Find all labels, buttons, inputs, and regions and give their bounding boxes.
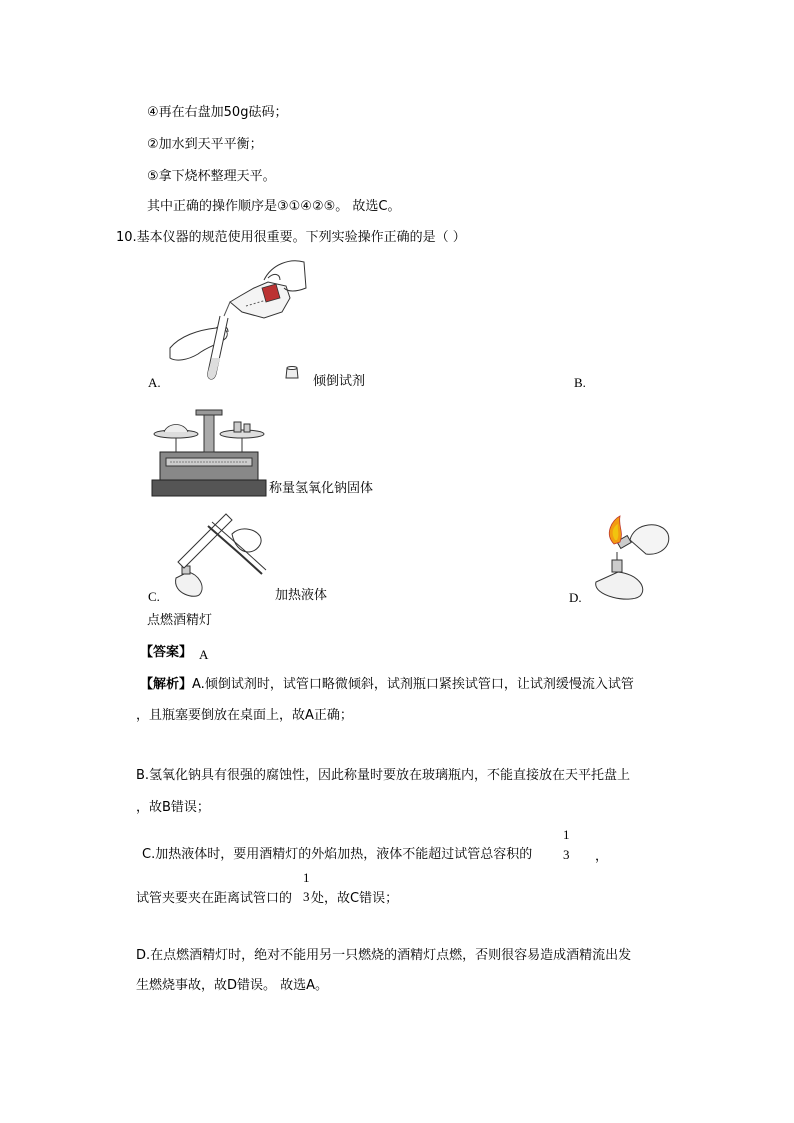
analysis-a-text1: A.倾倒试剂时，试管口略微倾斜，试剂瓶口紧挨试管口，让试剂缓慢流入试管	[192, 677, 634, 692]
heating-test-tube-image	[168, 508, 272, 600]
analysis-d-line1: D.在点燃酒精灯时，绝对不能用另一只燃烧的酒精灯点燃，否则很容易造成酒精流出发	[136, 948, 632, 963]
analysis-a-line1	[140, 678, 634, 691]
analysis-c-line2-post: 处，故C错误；	[311, 891, 399, 906]
option-a-letter: A.	[148, 375, 161, 390]
balance-scale-image	[150, 406, 268, 498]
step-4: ④再在右盘加50g砝码；	[147, 105, 288, 120]
answer-value: A	[199, 647, 209, 662]
analysis-b-line1: B.氢氧化钠具有很强的腐蚀性，因此称量时要放在玻璃瓶内，不能直接放在天平托盘上	[136, 768, 631, 783]
fraction-1-denominator: 3	[563, 847, 570, 862]
option-d-letter: D.	[569, 590, 582, 605]
answer-label: 【答案】	[140, 645, 193, 660]
option-a-caption: 倾倒试剂	[313, 374, 366, 389]
step-2: ②加水到天平平衡；	[147, 137, 263, 152]
analysis-b-line2: ，故B错误；	[136, 800, 210, 815]
prev-conclusion: 其中正确的操作顺序是③①④②⑤。 故选C。	[147, 199, 401, 214]
step-5: ⑤拿下烧杯整理天平。	[147, 169, 276, 184]
option-c-letter: C.	[148, 589, 160, 604]
analysis-label: 【解析】	[140, 677, 193, 692]
alcohol-lamp-lighting-image	[590, 514, 674, 604]
pouring-reagent-image	[168, 258, 308, 382]
analysis-a-line2: ，且瓶塞要倒放在桌面上，故A正确；	[136, 708, 353, 723]
bottle-stopper-image	[284, 366, 300, 380]
analysis-c-line2-pre: 试管夹要夹在距离试管口的	[136, 891, 293, 906]
analysis-c-line1-tail: ，	[595, 849, 609, 864]
analysis-c-line1: C.加热液体时，要用酒精灯的外焰加热，液体不能超过试管总容积的	[142, 847, 533, 862]
fraction-2-denominator: 3	[303, 889, 310, 904]
question-stem: 10.基本仪器的规范使用很重要。下列实验操作正确的是（ ）	[116, 230, 466, 245]
analysis-d-line2: 生燃烧事故，故D错误。 故选A。	[136, 978, 329, 993]
option-d-caption: 点燃酒精灯	[147, 613, 213, 628]
option-b-caption: 称量氢氧化钠固体	[269, 481, 374, 496]
fraction-2-numerator: 1	[303, 870, 310, 885]
option-b-letter: B.	[574, 375, 586, 390]
fraction-1-numerator: 1	[563, 827, 570, 842]
option-c-caption: 加热液体	[275, 588, 328, 603]
